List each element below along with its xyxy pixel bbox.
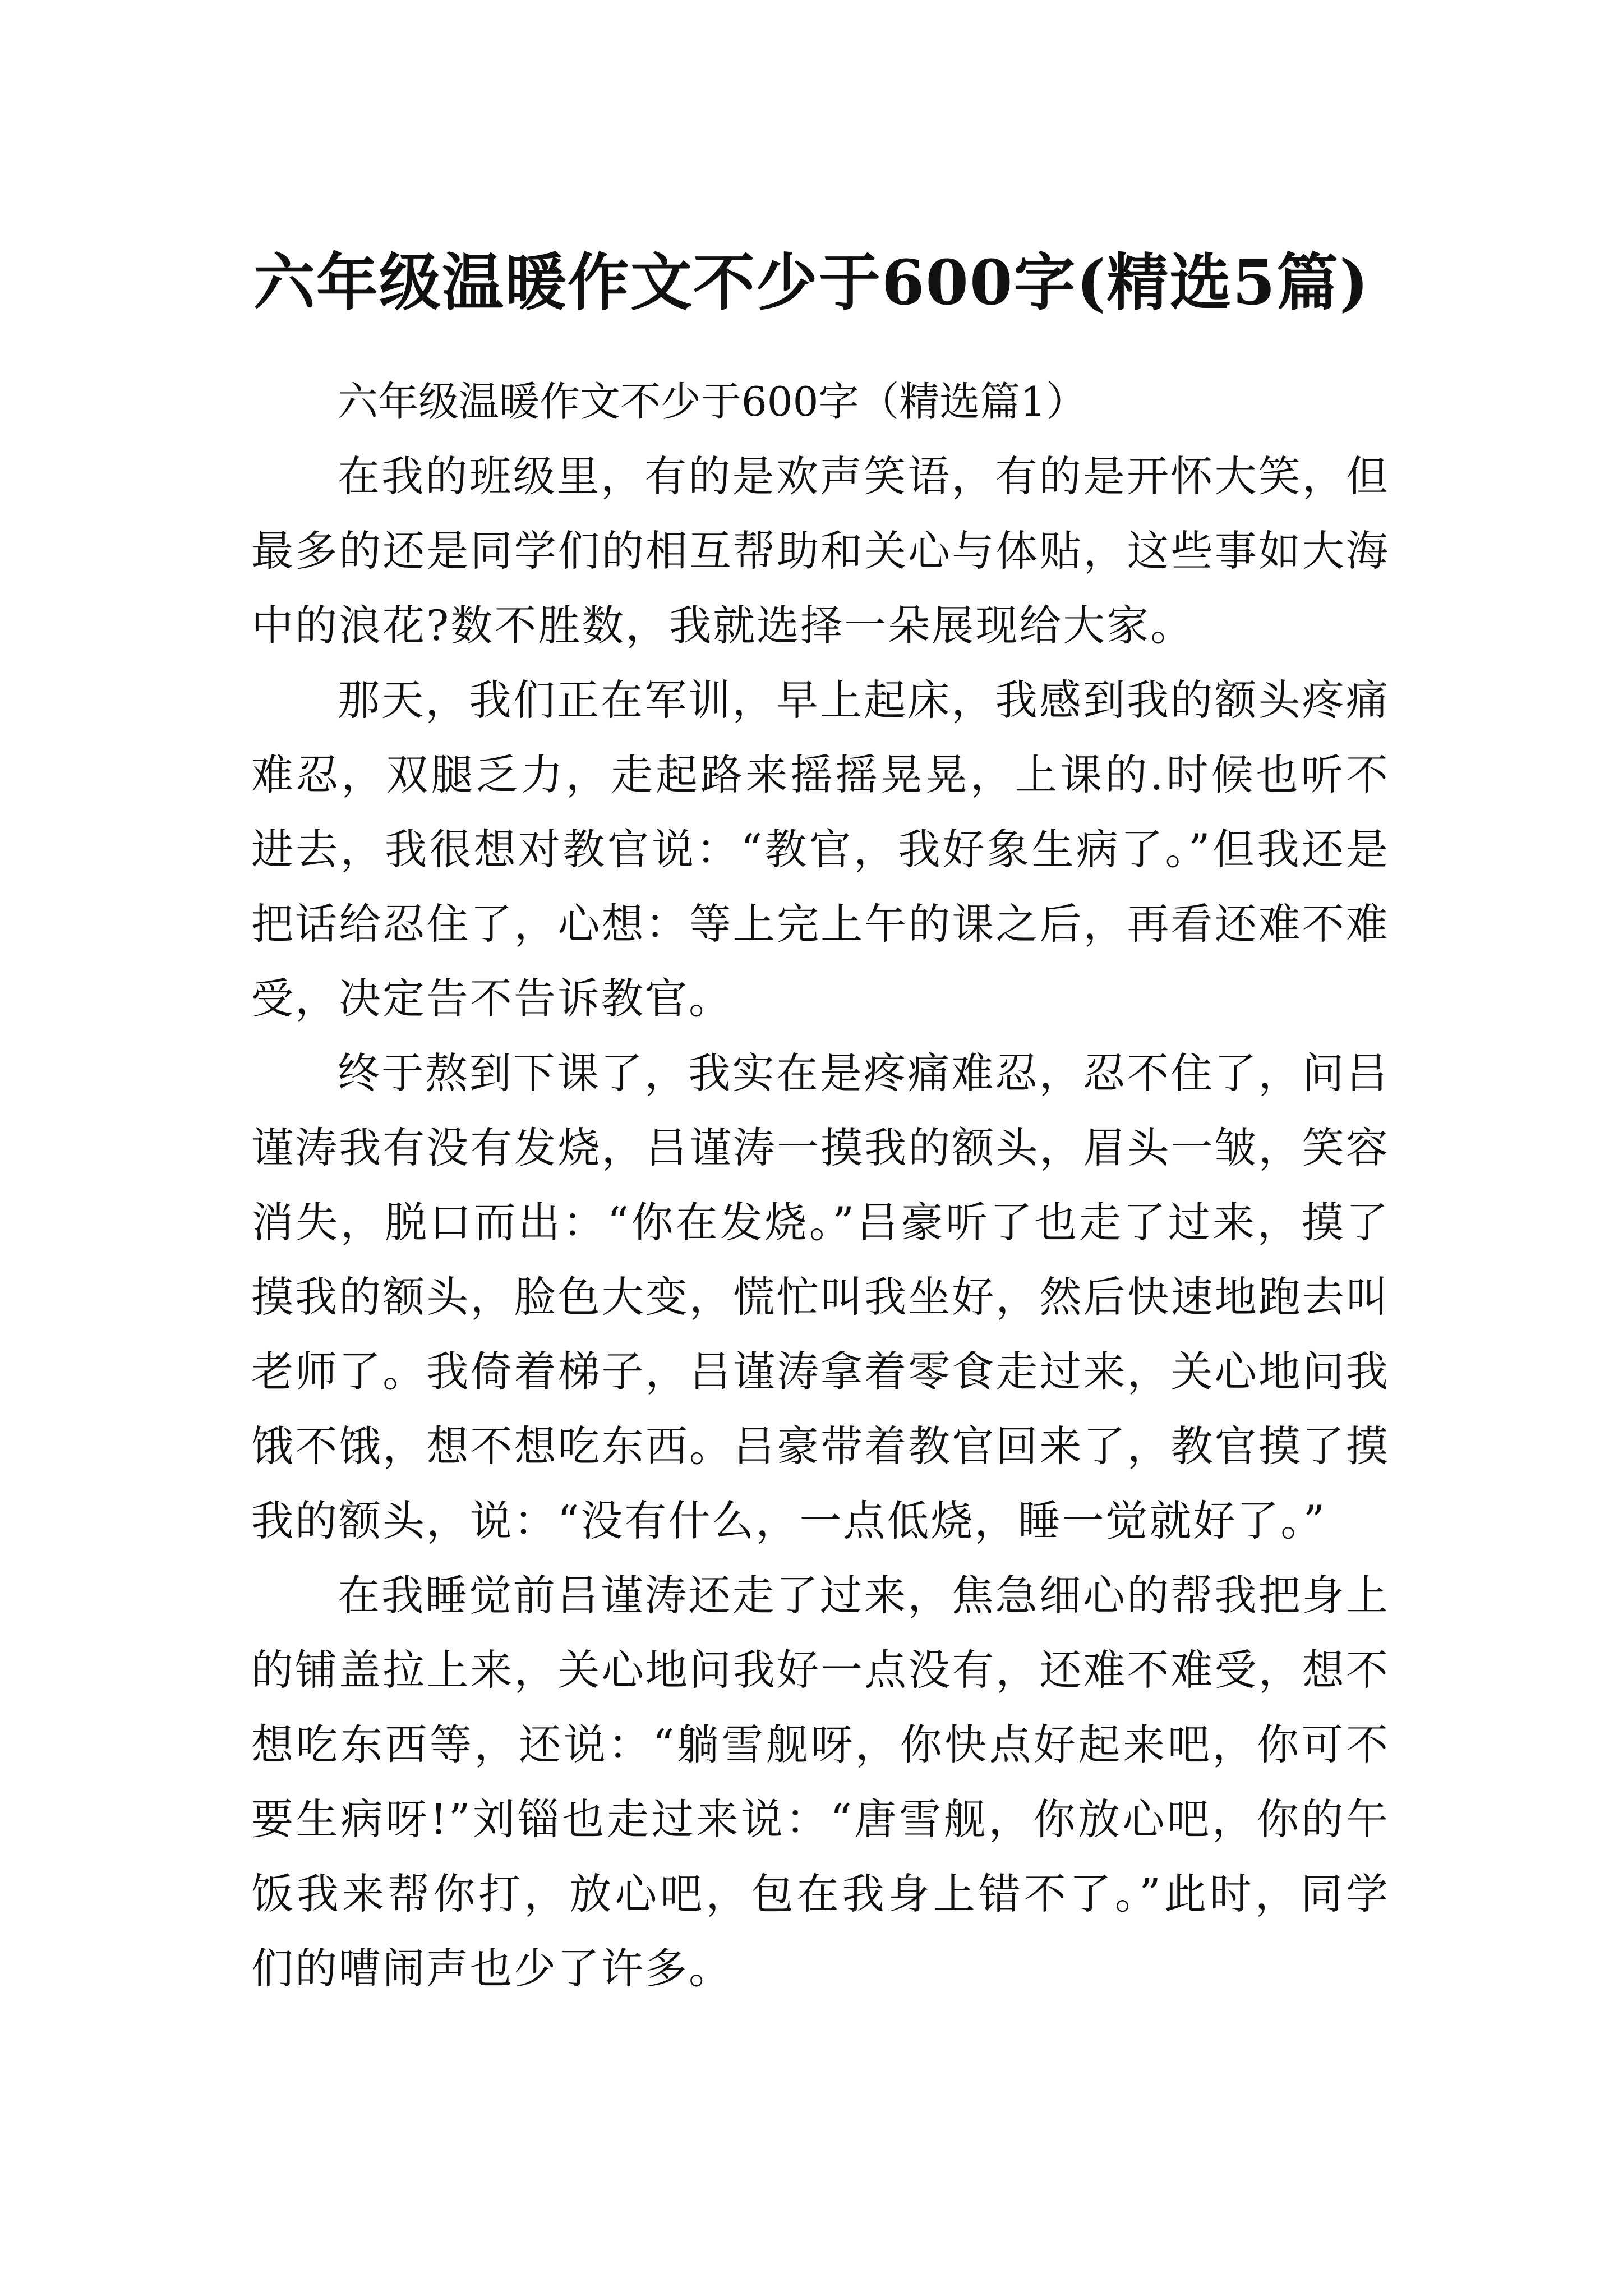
document-title: 六年级温暖作文不少于600字(精选5篇) xyxy=(253,246,1370,319)
section-heading: 六年级温暖作文不少于600字（精选篇1） xyxy=(338,378,1087,425)
paragraph-4: 在我睡觉前吕谨涛还走了过来，焦急细心的帮我把身上的铺盖拉上来，关心地问我好一点没有，还难不难受，想不想吃东西等，还说：“躺雪舰呀，你快点好起来吧，你可不要生病呀!”刘锱也走过来说：“唐雪舰，你放心吧，你的午饭我来帮你打，放心吧，包在我身上错不了。”此时，同学们的嘈闹声也少了许多。 xyxy=(251,1571,1390,1993)
document-body xyxy=(251,365,1390,2006)
paragraph-2: 那天，我们正在军训，早上起床，我感到我的额头疼痛难忍，双腿乏力，走起路来摇摇晃晃，上课的.时候也听不进去，我很想对教官说：“教官，我好象生病了。”但我还是把话给忍住了，心想：等上完上午的课之后，再看还难不难受，决定告不告诉教官。 xyxy=(251,675,1390,1023)
paragraph-1: 在我的班级里，有的是欢声笑语，有的是开怀大笑，但最多的还是同学们的相互帮助和关心与体贴，这些事如大海中的浪花?数不胜数，我就选择一朵展现给大家。 xyxy=(251,452,1390,650)
paragraph-3: 终于熬到下课了，我实在是疼痛难忍，忍不住了，问吕谨涛我有没有发烧，吕谨涛一摸我的额头，眉头一皱，笑容消失，脱口而出：“你在发烧。”吕豪听了也走了过来，摸了摸我的额头，脸色大变，慌忙叫我坐好，然后快速地跑去叫老师了。我倚着梯子，吕谨涛拿着零食走过来，关心地问我饿不饿，想不想吃东西。吕豪带着教官回来了，教官摸了摸我的额头，说：“没有什么，一点低烧，睡一觉就好了。” xyxy=(251,1048,1390,1545)
